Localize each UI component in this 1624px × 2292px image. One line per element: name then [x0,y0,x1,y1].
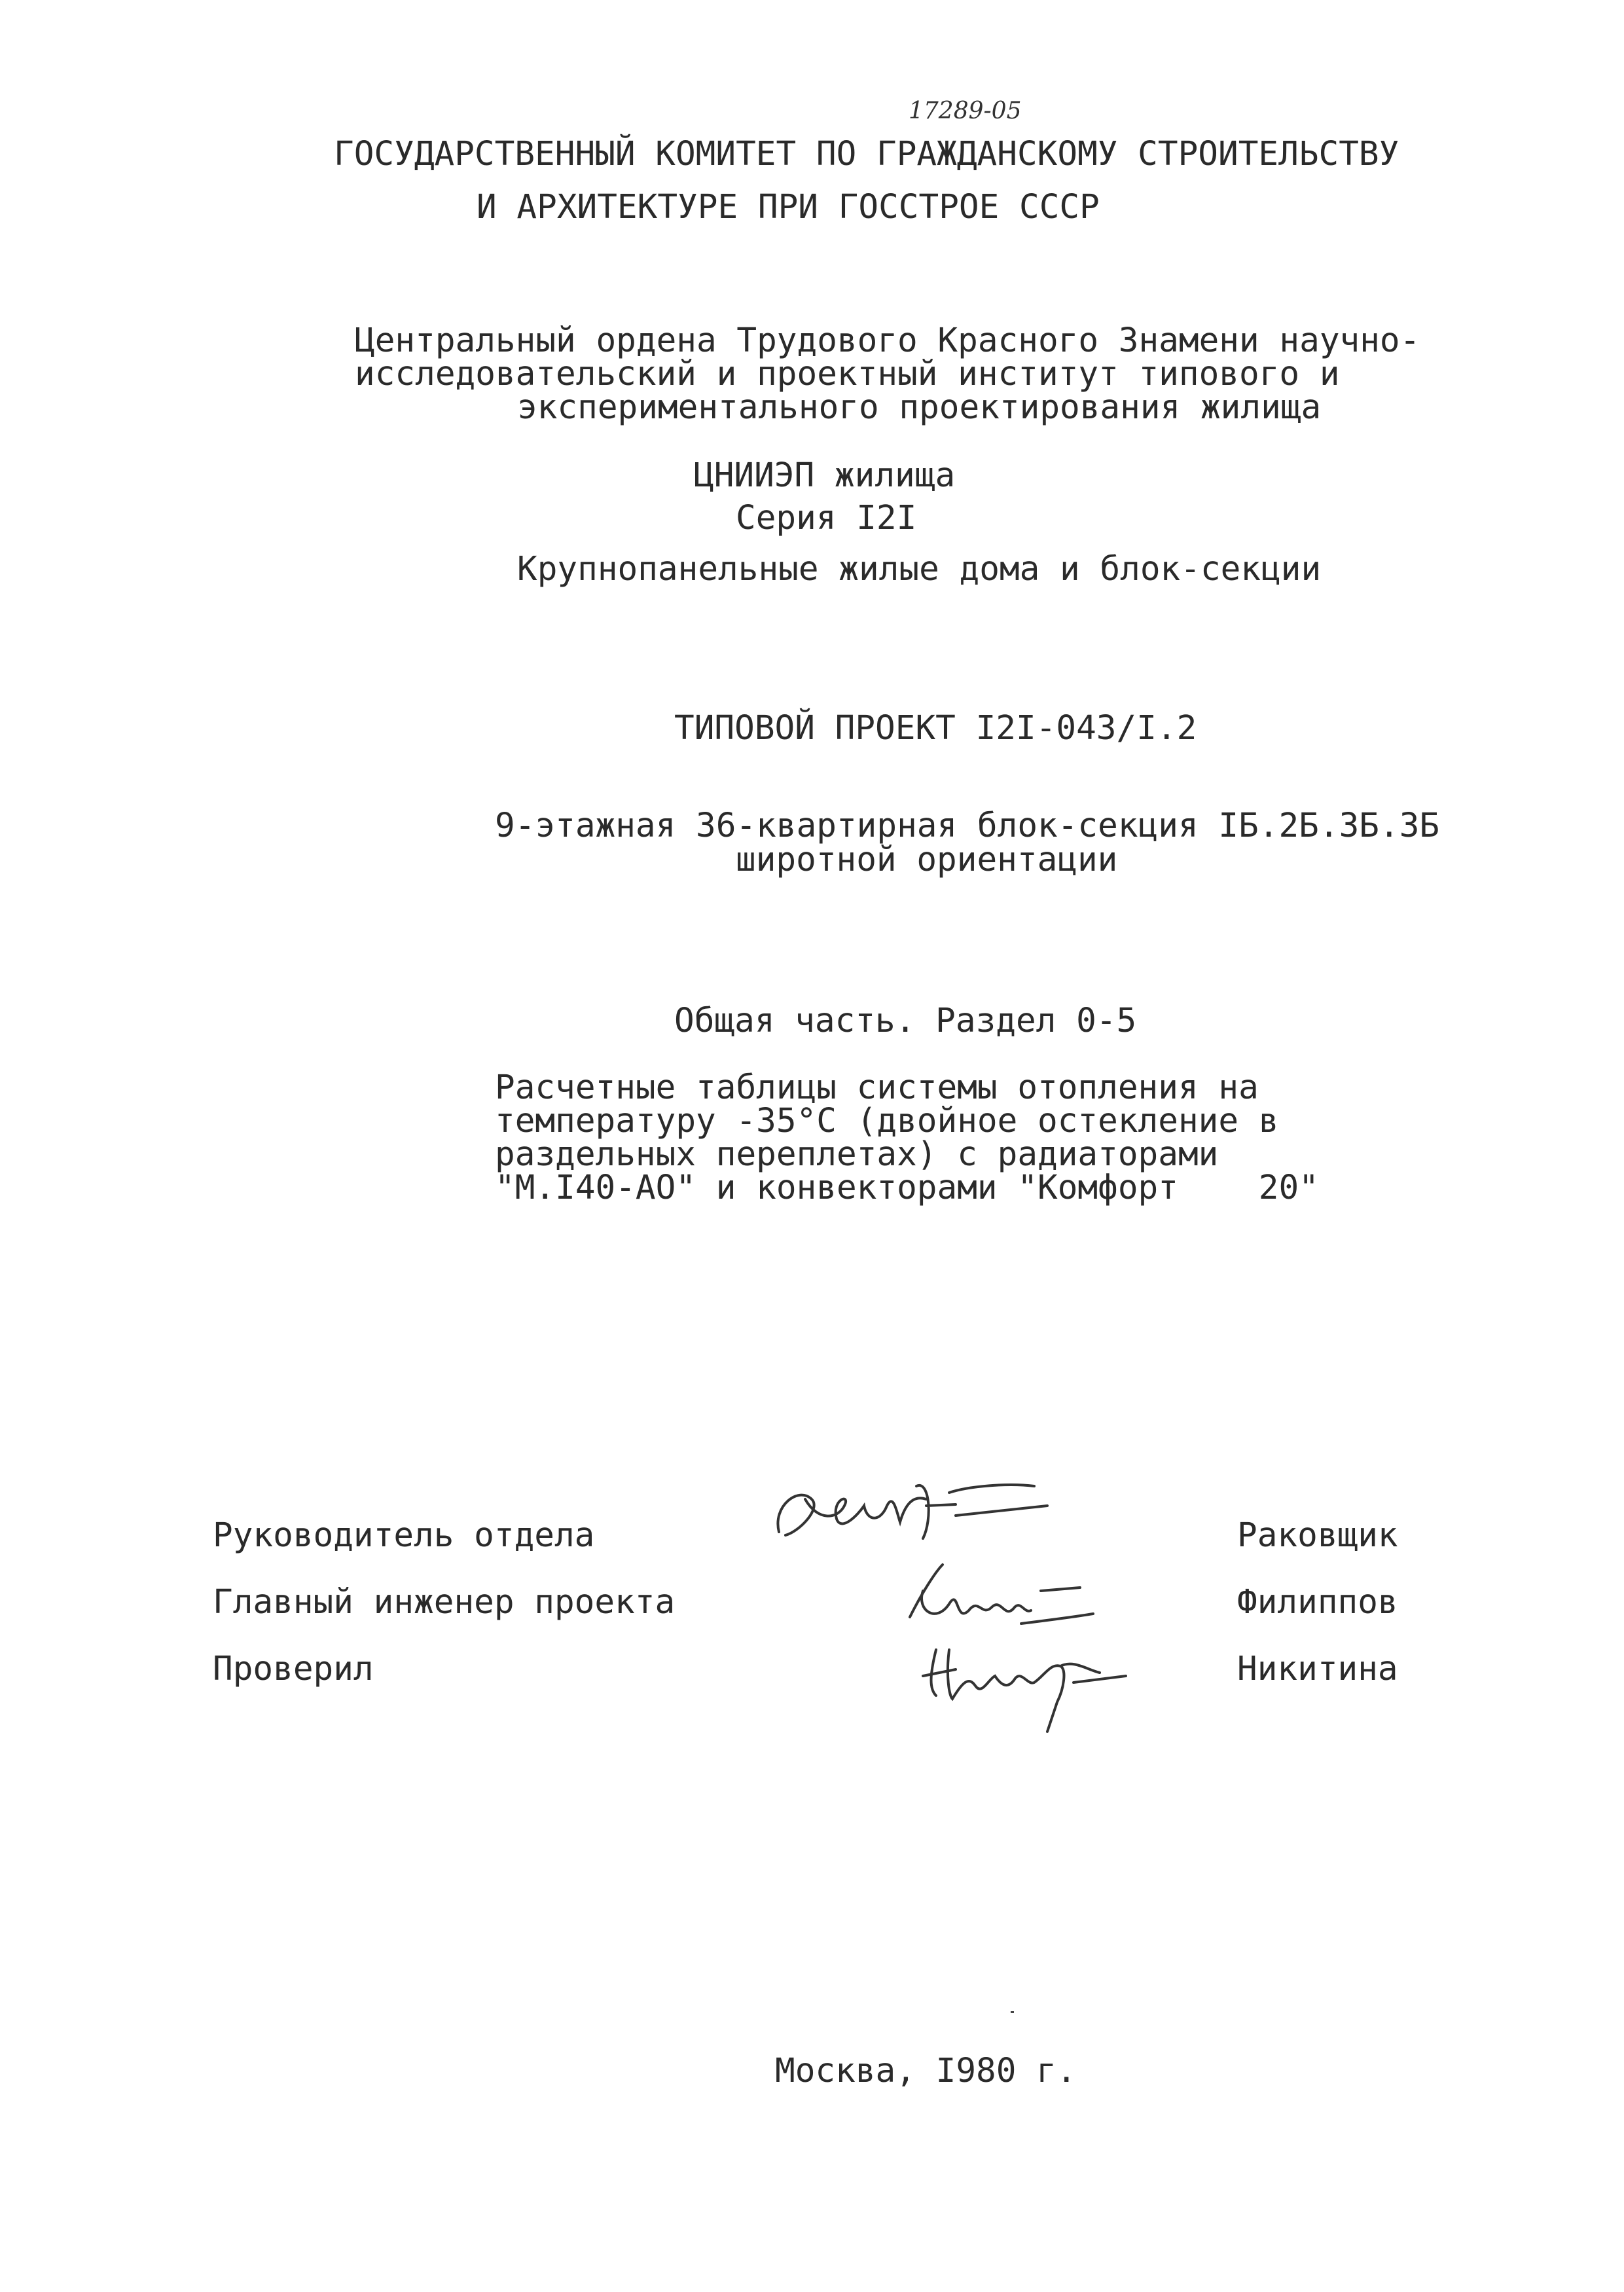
footer-city-year: Москва, I980 г. [775,2052,1077,2090]
signature-name-3: Никитина [1237,1650,1398,1688]
series-description: Крупнопанельные жилые дома и блок-секции [517,550,1322,589]
signature-image-1 [759,1460,1067,1565]
signature-name-2: Филиппов [1237,1583,1398,1622]
signature-image-3 [910,1624,1172,1741]
section-line-2: температуру -35°С (двойное остекление в [495,1102,1279,1140]
signature-role-2: Главный инженер проекта [213,1583,676,1622]
section-title: Общая часть. Раздел 0-5 [674,1002,1137,1040]
section-line-1: Расчетные таблицы системы отопления на [495,1068,1259,1107]
institute-line-2: исследовательский и проектный институт типового и [355,355,1340,393]
signature-name-1: Раковщик [1237,1516,1398,1555]
section-line-4: "М.I40-АО" и конвекторами "Комфорт 20" [495,1169,1319,1207]
project-description-1: 9-этажная 36-квартирная блок-секция IБ.2Б.3Б.3Б [495,807,1440,845]
project-description-2: широтной ориентации [736,841,1118,879]
project-title: ТИПОВОЙ ПРОЕКТ I2I-043/I.2 [674,709,1197,748]
institute-abbreviation: ЦНИИЭП жилища [694,456,956,495]
header-line-2: И АРХИТЕКТУРЕ ПРИ ГОССТРОЕ СССР [477,188,1100,227]
signature-role-3: Проверил [213,1650,374,1688]
document-number: 17289-05 [909,98,1022,124]
series-number: Серия I2I [736,499,917,537]
institute-line-1: Центральный ордена Трудового Красного Знамени научно- [355,321,1420,360]
section-line-3: раздельных переплетах) с радиаторами [495,1135,1219,1174]
institute-line-3: экспериментального проектирования жилища [517,388,1322,427]
stray-mark [1011,2011,1014,2013]
signature-role-1: Руководитель отдела [213,1516,595,1555]
header-line-1: ГОСУДАРСТВЕННЫЙ КОМИТЕТ ПО ГРАЖДАНСКОМУ СТРОИТЕЛЬСТВУ [334,135,1399,173]
